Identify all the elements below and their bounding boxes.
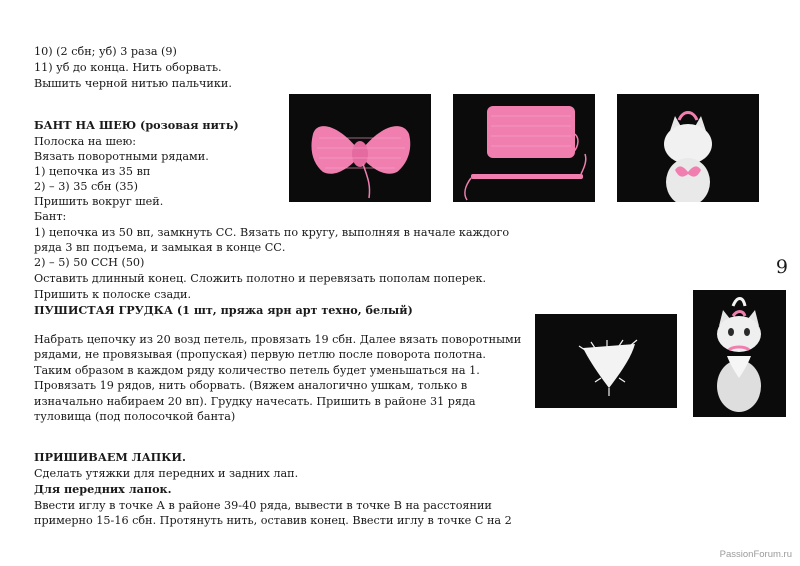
bow-line: 2) – 3) 35 сбн (35) (34, 180, 138, 193)
chest-paragraph: Набрать цепочку из 20 возд петель, провязать 19 сбн. Далее вязать поворотными рядами, не провязывая (пропуская) первую петлю после поворота полотна. Таким образом в каждом ряду количество петель будет уменьшаться на 1. Провязать 19 рядов, нить оборвать. (Вяжем аналогично ушкам, только в изначально набираем 20 вп). Грудку начесать. Пришить в районе 31 ряда туловища (под полосочкой банта) (34, 333, 522, 424)
bow-line: Оставить длинный конец. Сложить полотно и перевязать пополам поперек. (34, 272, 487, 285)
paws-line: примерно 15-16 сбн. Протянуть нить, оставив конец. Ввести иглу в точке С на 2 (34, 514, 512, 527)
instruction-row-11: 11) уб до конца. Нить оборвать. (34, 61, 222, 74)
bow-line: Пришить вокруг шей. (34, 195, 164, 208)
page-number: 9 (775, 256, 788, 278)
paws-line: Ввести иглу в точке А в районе 39-40 ряда, вывести в точке В на расстоянии (34, 499, 492, 512)
photo-knit-strip (453, 94, 595, 202)
bow-line: 2) – 5) 50 ССН (50) (34, 256, 145, 269)
instruction-row-10: 10) (2 сбн; уб) 3 раза (9) (34, 45, 177, 58)
photo-fluffy-chest (535, 314, 677, 408)
site-watermark: PassionForum.ru (719, 549, 792, 560)
bow-line: Вязать поворотными рядами. (34, 150, 209, 163)
bow-heading: БАНТ НА ШЕЮ (розовая нить) (34, 118, 239, 132)
bow-line: 1) цепочка из 50 вп, замкнуть СС. Вязать по кругу, выполняя в начале каждого (34, 226, 510, 239)
paws-line: Сделать утяжки для передних и задних лап. (34, 467, 299, 480)
photo-pink-bow (289, 94, 431, 202)
instruction-embroider: Вышить черной нитью пальчики. (34, 77, 232, 90)
bow-line: Бант: (34, 210, 67, 223)
bow-line: Полоска на шею: (34, 135, 137, 148)
bow-line: 1) цепочка из 35 вп (34, 165, 151, 178)
bow-line: Пришить к полоске сзади. (34, 288, 192, 301)
paws-heading: ПРИШИВАЕМ ЛАПКИ. (34, 450, 186, 464)
paws-subheading: Для передних лапок. (34, 482, 172, 496)
photo-cat-fluffy-chest (693, 290, 786, 417)
bow-line: ряда 3 вп подъема, и замыкая в конце СС. (34, 241, 286, 254)
chest-heading: ПУШИСТАЯ ГРУДКА (1 шт, пряжа ярн арт техно, белый) (34, 303, 413, 317)
photo-cat-with-bow (617, 94, 759, 202)
